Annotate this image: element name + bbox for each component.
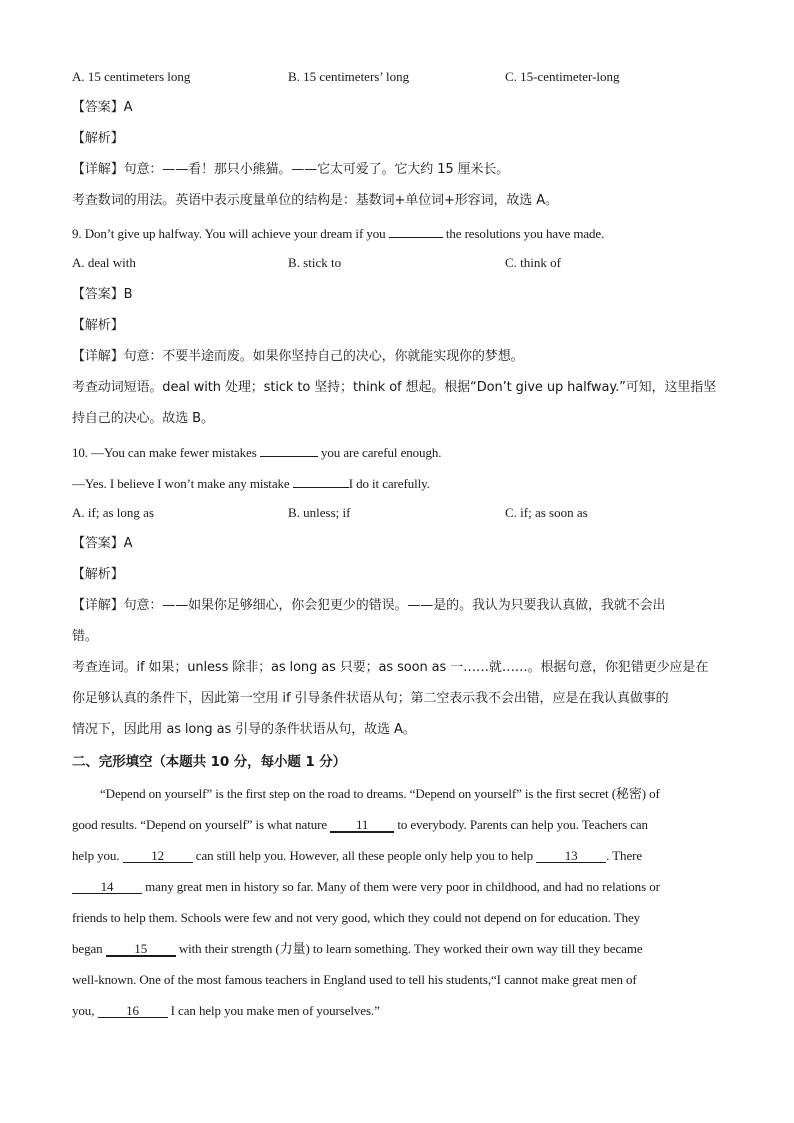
q10-explanation-line2: 你足够认真的条件下，因此第一空用 if 引导条件状语从句；第二空表示我不会出错，应是在我认真做事的	[72, 691, 669, 706]
q10-option-a: A. if; as long as	[72, 505, 154, 520]
cloze-text: help you.	[72, 848, 120, 863]
q8-detail: 【详解】句意：——看！那只小熊猫。——它太可爱了。它大约 15 厘米长。	[72, 162, 510, 177]
q10-answer: 【答案】A	[72, 536, 133, 551]
cloze-line-7: well-known. One of the most famous teachers in England used to tell his students,“I cannot make great men of	[72, 972, 637, 987]
q10-stem-2-text-end: I do it carefully.	[348, 476, 430, 491]
cloze-blank-11: 11	[330, 818, 394, 833]
cloze-text: . There	[606, 848, 643, 863]
cloze-text: with their strength (力量) to learn something. They worked their own way till they became	[178, 941, 643, 956]
cloze-line-3	[72, 848, 642, 864]
q9-explanation-line1: 考查动词短语。deal with 处理；stick to 坚持；think of 想起。根据“Don’t give up halfway.”可知，这里指坚	[72, 380, 717, 395]
q9-analysis-label: 【解析】	[72, 318, 124, 333]
cloze-blank-15: 15	[106, 942, 176, 957]
q10-detail-line1: 【详解】句意：——如果你足够细心，你会犯更少的错误。——是的。我认为只要我认真做，我就不会出	[72, 598, 666, 613]
q10-stem-1	[72, 443, 441, 461]
q10-option-c: C. if; as soon as	[505, 505, 588, 520]
q8-answer: 【答案】A	[72, 100, 133, 115]
section-title: 二、完形填空（本题共 10 分，每小题 1 分）	[72, 754, 347, 770]
q10-stem-1-text-end: you are careful enough.	[320, 445, 442, 460]
cloze-line-1: “Depend on yourself” is the first step on the road to dreams. “Depend on yourself” is the first secret (秘密) of	[100, 786, 660, 801]
q9-option-b: B. stick to	[288, 255, 342, 270]
cloze-blank-14: 14	[72, 880, 142, 894]
q10-option-b: B. unless; if	[288, 505, 351, 520]
q10-stem-2	[72, 474, 430, 492]
cloze-line-8	[72, 1003, 380, 1019]
cloze-text: can still help you. However, all these people only help you to help	[195, 848, 533, 863]
cloze-line-6	[72, 941, 643, 957]
q9-option-c: C. think of	[505, 255, 561, 270]
q9-stem-text: 9. Don’t give up halfway. You will achieve your dream if you	[72, 226, 386, 241]
cloze-text: began	[72, 941, 103, 956]
cloze-blank-13: 13	[536, 849, 606, 863]
q8-option-b: B. 15 centimeters’ long	[288, 69, 410, 84]
q10-blank-2	[293, 474, 349, 488]
q10-blank-1	[260, 443, 318, 457]
q8-explanation: 考查数词的用法。英语中表示度量单位的结构是：基数词+单位词+形容词，故选 A。	[72, 193, 558, 208]
q9-explanation-line2: 持自己的决心。故选 B。	[72, 411, 214, 426]
q8-analysis-label: 【解析】	[72, 131, 124, 146]
cloze-blank-12: 12	[123, 849, 193, 863]
q8-option-c: C. 15-centimeter-long	[505, 69, 620, 84]
q9-option-a: A. deal with	[72, 255, 136, 270]
cloze-text: good results. “Depend on yourself” is what nature	[72, 817, 328, 832]
cloze-text: I can help you make men of yourselves.”	[170, 1003, 380, 1018]
cloze-line-5: friends to help them. Schools were few and not very good, which they could not depend on for education. They	[72, 910, 641, 925]
q10-stem-2-text: —Yes. I believe I won’t make any mistake	[72, 476, 290, 491]
q10-detail-line2: 错。	[72, 629, 98, 644]
q10-stem-1-text: 10. —You can make fewer mistakes	[72, 445, 257, 460]
q10-analysis-label: 【解析】	[72, 567, 124, 582]
q9-blank	[389, 224, 443, 238]
q10-explanation-line1: 考查连词。if 如果；unless 除非；as long as 只要；as soon as 一……就……。根据句意，你犯错更少应是在	[72, 660, 709, 675]
q9-detail: 【详解】句意：不要半途而废。如果你坚持自己的决心，你就能实现你的梦想。	[72, 349, 524, 364]
cloze-text: many great men in history so far. Many of them were very poor in childhood, and had no relations or	[145, 879, 660, 894]
q10-explanation-line3: 情况下，因此用 as long as 引导的条件状语从句，故选 A。	[72, 722, 416, 737]
q9-stem-text-end: the resolutions you have made.	[445, 226, 605, 241]
q9-answer: 【答案】B	[72, 287, 133, 302]
cloze-text: you,	[72, 1003, 95, 1018]
q9-stem	[72, 224, 604, 242]
cloze-line-2	[72, 817, 648, 833]
q8-option-a: A. 15 centimeters long	[72, 69, 191, 84]
cloze-line-4	[72, 879, 660, 895]
cloze-blank-16: 16	[98, 1004, 168, 1018]
cloze-text: to everybody. Parents can help you. Teachers can	[397, 817, 648, 832]
